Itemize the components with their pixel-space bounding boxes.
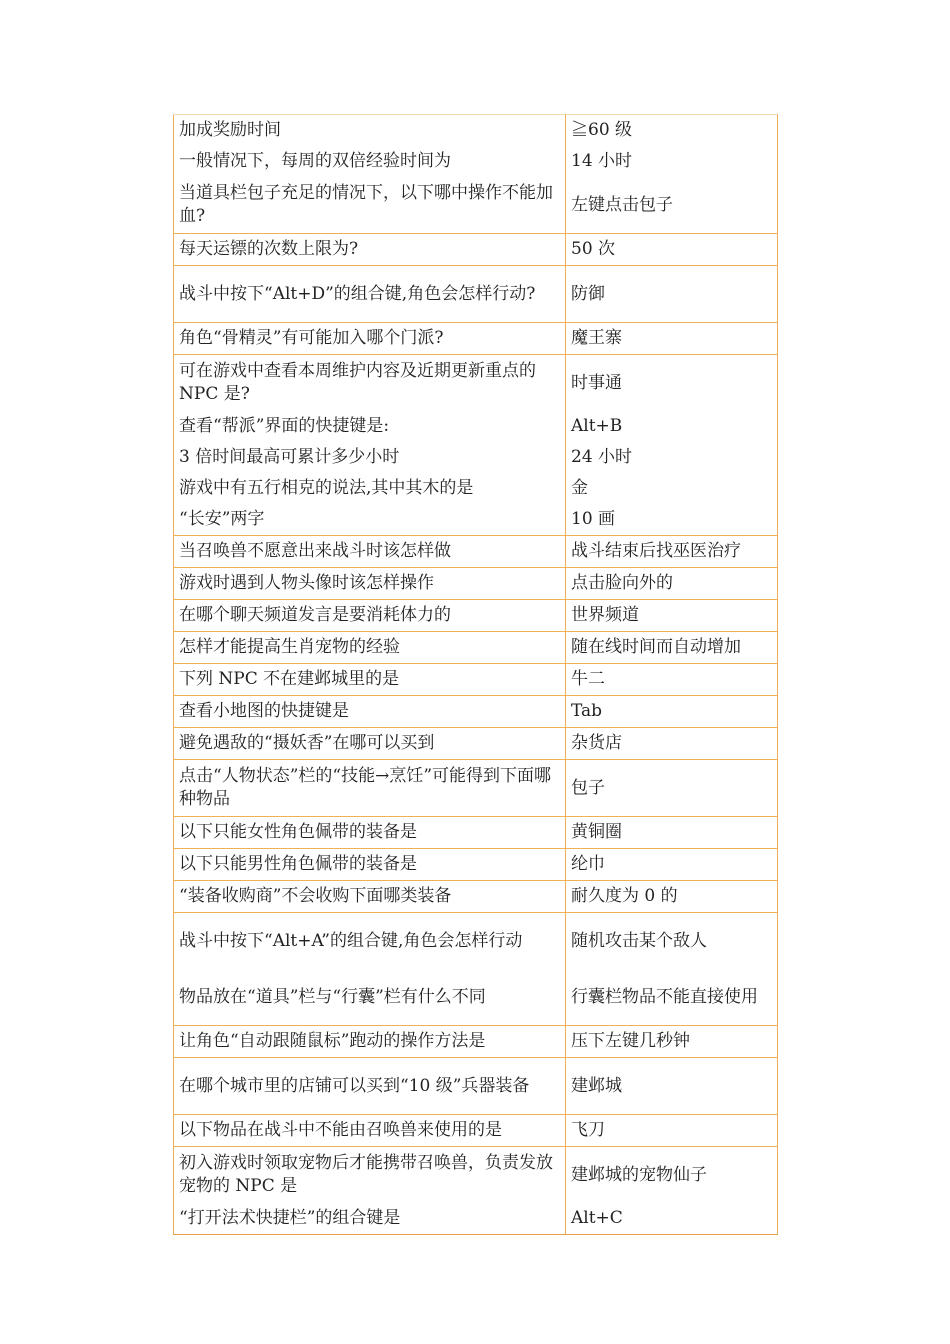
question-cell: 在哪个城市里的店铺可以买到“10 级”兵器装备 bbox=[174, 1058, 566, 1115]
answer-cell: 建邺城的宠物仙子 bbox=[566, 1147, 778, 1204]
table-row bbox=[174, 1115, 778, 1147]
table-row bbox=[174, 323, 778, 355]
question-cell: 游戏时遇到人物头像时该怎样操作 bbox=[174, 568, 566, 600]
table-row bbox=[174, 177, 778, 234]
answer-cell: 压下左键几秒钟 bbox=[566, 1026, 778, 1058]
answer-cell: 金 bbox=[566, 473, 778, 504]
table-row bbox=[174, 696, 778, 728]
question-cell: 让角色“自动跟随鼠标”跑动的操作方法是 bbox=[174, 1026, 566, 1058]
answer-cell: 14 小时 bbox=[566, 146, 778, 177]
question-cell: 怎样才能提高生肖宠物的经验 bbox=[174, 632, 566, 664]
table-row bbox=[174, 969, 778, 1026]
question-cell: 当道具栏包子充足的情况下，以下哪中操作不能加血? bbox=[174, 177, 566, 234]
table-row bbox=[174, 536, 778, 568]
table-row bbox=[174, 234, 778, 266]
question-cell: 每天运镖的次数上限为? bbox=[174, 234, 566, 266]
question-cell: 战斗中按下“Alt+D”的组合键,角色会怎样行动? bbox=[174, 266, 566, 323]
table-row bbox=[174, 1147, 778, 1204]
table-row bbox=[174, 881, 778, 913]
table-row bbox=[174, 411, 778, 442]
answer-cell: 杂货店 bbox=[566, 728, 778, 760]
answer-cell: 时事通 bbox=[566, 355, 778, 412]
table-row bbox=[174, 1058, 778, 1115]
table-row bbox=[174, 146, 778, 177]
table-row bbox=[174, 568, 778, 600]
answer-cell: 随机攻击某个敌人 bbox=[566, 913, 778, 970]
answer-cell: 世界频道 bbox=[566, 600, 778, 632]
question-cell: 可在游戏中查看本周维护内容及近期更新重点的 NPC 是? bbox=[174, 355, 566, 412]
answer-cell: 牛二 bbox=[566, 664, 778, 696]
answer-cell: 24 小时 bbox=[566, 442, 778, 473]
answer-cell: Alt+B bbox=[566, 411, 778, 442]
answer-cell: 行囊栏物品不能直接使用 bbox=[566, 969, 778, 1026]
table-row bbox=[174, 728, 778, 760]
table-row bbox=[174, 760, 778, 817]
question-cell: 避免遇敌的“摄妖香”在哪可以买到 bbox=[174, 728, 566, 760]
table-row bbox=[174, 664, 778, 696]
answer-cell: 防御 bbox=[566, 266, 778, 323]
answer-cell: 魔王寨 bbox=[566, 323, 778, 355]
table-row bbox=[174, 817, 778, 849]
question-cell: 一般情况下，每周的双倍经验时间为 bbox=[174, 146, 566, 177]
answer-cell: 左键点击包子 bbox=[566, 177, 778, 234]
answer-cell: 包子 bbox=[566, 760, 778, 817]
table-row bbox=[174, 115, 778, 147]
question-cell: “装备收购商”不会收购下面哪类装备 bbox=[174, 881, 566, 913]
answer-cell: 耐久度为 0 的 bbox=[566, 881, 778, 913]
question-cell: 以下只能女性角色佩带的装备是 bbox=[174, 817, 566, 849]
question-cell: 物品放在“道具”栏与“行囊”栏有什么不同 bbox=[174, 969, 566, 1026]
question-cell: 战斗中按下“Alt+A”的组合键,角色会怎样行动 bbox=[174, 913, 566, 970]
table-row bbox=[174, 1026, 778, 1058]
question-cell: 角色“骨精灵”有可能加入哪个门派? bbox=[174, 323, 566, 355]
answer-cell: 纶巾 bbox=[566, 849, 778, 881]
question-cell: 以下物品在战斗中不能由召唤兽来使用的是 bbox=[174, 1115, 566, 1147]
table-row bbox=[174, 913, 778, 970]
question-cell: 点击“人物状态”栏的“技能→烹饪”可能得到下面哪种物品 bbox=[174, 760, 566, 817]
question-cell: 在哪个聊天频道发言是要消耗体力的 bbox=[174, 600, 566, 632]
table-row bbox=[174, 600, 778, 632]
answer-cell: 点击脸向外的 bbox=[566, 568, 778, 600]
answer-cell: 随在线时间而自动增加 bbox=[566, 632, 778, 664]
table-row bbox=[174, 1203, 778, 1235]
question-cell: 当召唤兽不愿意出来战斗时该怎样做 bbox=[174, 536, 566, 568]
answer-cell: 黄铜圈 bbox=[566, 817, 778, 849]
question-cell: “打开法术快捷栏”的组合键是 bbox=[174, 1203, 566, 1235]
table-row bbox=[174, 266, 778, 323]
table-row bbox=[174, 473, 778, 504]
answer-cell: 战斗结束后找巫医治疗 bbox=[566, 536, 778, 568]
question-cell: “长安”两字 bbox=[174, 504, 566, 536]
question-cell: 查看“帮派”界面的快捷键是: bbox=[174, 411, 566, 442]
question-cell: 下列 NPC 不在建邺城里的是 bbox=[174, 664, 566, 696]
question-cell: 初入游戏时领取宠物后才能携带召唤兽，负责发放宠物的 NPC 是 bbox=[174, 1147, 566, 1204]
question-cell: 以下只能男性角色佩带的装备是 bbox=[174, 849, 566, 881]
table-row bbox=[174, 355, 778, 412]
table-row bbox=[174, 849, 778, 881]
question-cell: 查看小地图的快捷键是 bbox=[174, 696, 566, 728]
table-row bbox=[174, 504, 778, 536]
answer-cell: Tab bbox=[566, 696, 778, 728]
answer-cell: Alt+C bbox=[566, 1203, 778, 1235]
table-row bbox=[174, 442, 778, 473]
answer-cell: 50 次 bbox=[566, 234, 778, 266]
answer-cell: 10 画 bbox=[566, 504, 778, 536]
table-row bbox=[174, 632, 778, 664]
question-cell: 3 倍时间最高可累计多少小时 bbox=[174, 442, 566, 473]
answer-cell: ≧60 级 bbox=[566, 115, 778, 147]
question-cell: 加成奖励时间 bbox=[174, 115, 566, 147]
question-cell: 游戏中有五行相克的说法,其中其木的是 bbox=[174, 473, 566, 504]
qa-table bbox=[173, 114, 778, 1235]
answer-cell: 建邺城 bbox=[566, 1058, 778, 1115]
answer-cell: 飞刀 bbox=[566, 1115, 778, 1147]
